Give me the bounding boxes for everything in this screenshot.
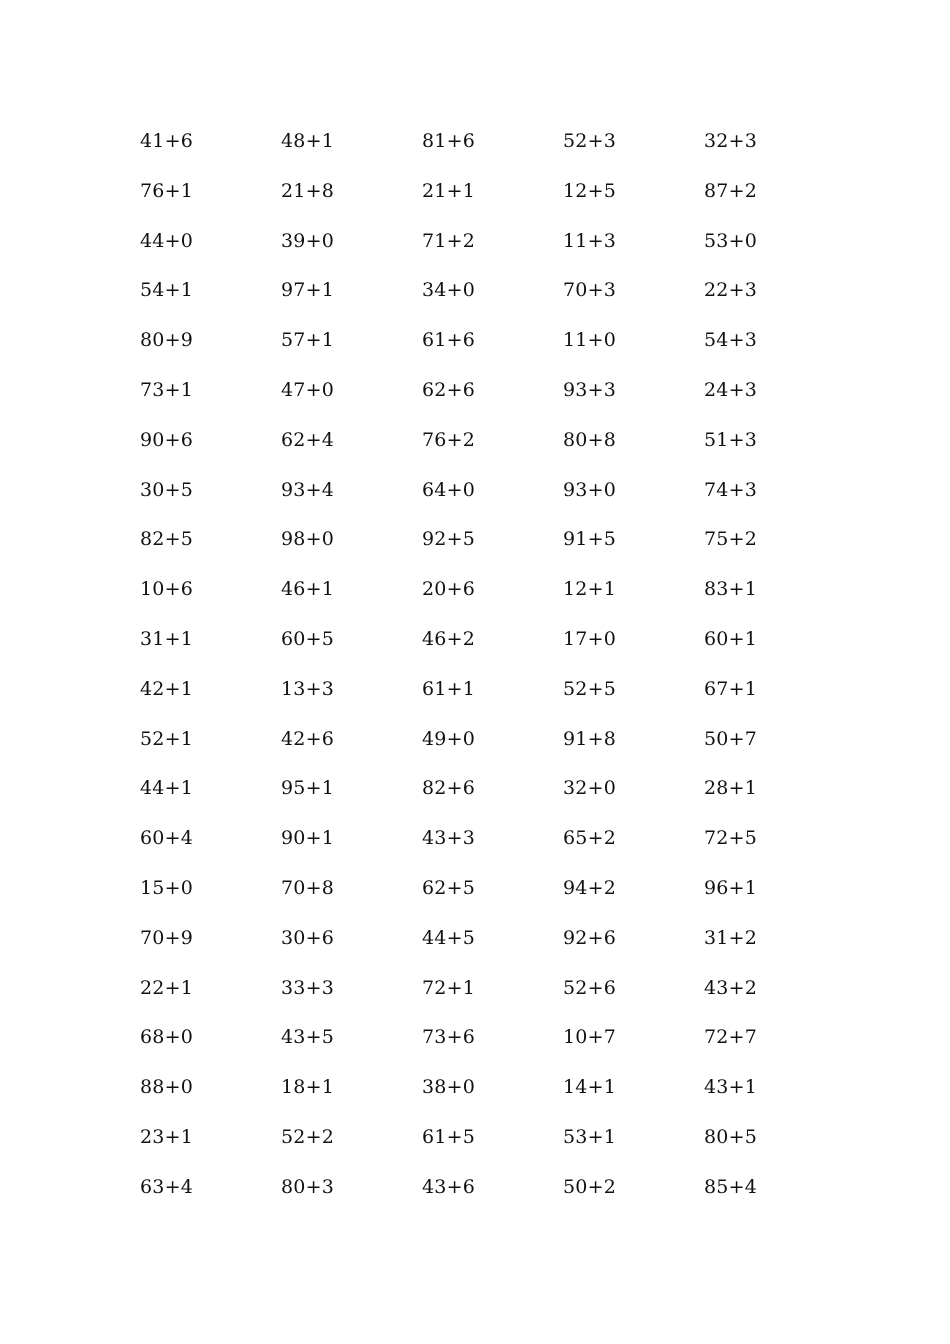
addition-problem: 60+1 <box>704 627 757 650</box>
addition-problem: 43+2 <box>704 976 757 999</box>
addition-problem: 72+1 <box>422 976 475 999</box>
addition-problem: 39+0 <box>281 229 334 252</box>
addition-problem: 67+1 <box>704 677 757 700</box>
problem-row <box>140 670 860 720</box>
addition-problem: 17+0 <box>563 627 616 650</box>
addition-problem: 92+5 <box>422 528 475 551</box>
addition-problem: 44+5 <box>422 926 475 949</box>
addition-problem: 22+3 <box>704 279 757 302</box>
addition-problem: 95+1 <box>281 777 334 800</box>
problem-row <box>140 1068 860 1118</box>
addition-problem: 30+6 <box>281 926 334 949</box>
addition-problem: 30+5 <box>140 478 193 501</box>
addition-problem: 34+0 <box>422 279 475 302</box>
addition-problem: 76+1 <box>140 179 193 202</box>
addition-problem: 53+1 <box>563 1125 616 1148</box>
addition-problem: 91+8 <box>563 727 616 750</box>
problem-row <box>140 570 860 620</box>
addition-problem: 52+6 <box>563 976 616 999</box>
problem-row <box>140 819 860 869</box>
addition-problem: 83+1 <box>704 578 757 601</box>
addition-problem: 43+1 <box>704 1076 757 1099</box>
addition-problem: 85+4 <box>704 1175 757 1198</box>
addition-problem: 33+3 <box>281 976 334 999</box>
problem-row <box>140 1018 860 1068</box>
addition-problem: 44+0 <box>140 229 193 252</box>
addition-problem: 10+7 <box>563 1026 616 1049</box>
addition-problem: 20+6 <box>422 578 475 601</box>
problem-row <box>140 222 860 272</box>
addition-problem: 76+2 <box>422 428 475 451</box>
addition-problem: 44+1 <box>140 777 193 800</box>
addition-problem: 71+2 <box>422 229 475 252</box>
addition-problem: 43+6 <box>422 1175 475 1198</box>
addition-problem: 63+4 <box>140 1175 193 1198</box>
addition-problem: 52+3 <box>563 130 616 152</box>
addition-problem: 64+0 <box>422 478 475 501</box>
addition-problem: 90+6 <box>140 428 193 451</box>
addition-problem: 74+3 <box>704 478 757 501</box>
addition-problem: 11+0 <box>563 329 616 352</box>
addition-problem: 52+5 <box>563 677 616 700</box>
addition-problem: 22+1 <box>140 976 193 999</box>
addition-problem: 50+2 <box>563 1175 616 1198</box>
addition-problem: 62+6 <box>422 378 475 401</box>
addition-problem: 28+1 <box>704 777 757 800</box>
addition-problem: 23+1 <box>140 1125 193 1148</box>
addition-problem: 62+4 <box>281 428 334 451</box>
addition-problem: 43+3 <box>422 827 475 850</box>
addition-problem: 80+9 <box>140 329 193 352</box>
addition-problem: 60+5 <box>281 627 334 650</box>
addition-problem: 46+1 <box>281 578 334 601</box>
problem-row <box>140 271 860 321</box>
addition-problem: 61+5 <box>422 1125 475 1148</box>
addition-problem: 93+0 <box>563 478 616 501</box>
addition-problem: 53+0 <box>704 229 757 252</box>
problem-row <box>140 769 860 819</box>
addition-problem: 61+1 <box>422 677 475 700</box>
addition-problem: 13+3 <box>281 677 334 700</box>
addition-problem: 70+8 <box>281 876 334 899</box>
addition-problem: 91+5 <box>563 528 616 551</box>
addition-problem: 42+6 <box>281 727 334 750</box>
addition-problem: 54+3 <box>704 329 757 352</box>
addition-problem: 88+0 <box>140 1076 193 1099</box>
addition-problem: 80+5 <box>704 1125 757 1148</box>
addition-problem: 72+7 <box>704 1026 757 1049</box>
addition-problem: 42+1 <box>140 677 193 700</box>
problem-row <box>140 919 860 969</box>
problem-row <box>140 371 860 421</box>
addition-problem: 31+1 <box>140 627 193 650</box>
addition-problem: 52+2 <box>281 1125 334 1148</box>
problem-row <box>140 471 860 521</box>
addition-problem: 62+5 <box>422 876 475 899</box>
addition-problem: 90+1 <box>281 827 334 850</box>
addition-problem: 46+2 <box>422 627 475 650</box>
addition-problem: 12+5 <box>563 179 616 202</box>
addition-problem: 98+0 <box>281 528 334 551</box>
addition-problem: 60+4 <box>140 827 193 850</box>
addition-problem: 70+3 <box>563 279 616 302</box>
addition-problem: 41+6 <box>140 130 193 152</box>
addition-problem: 14+1 <box>563 1076 616 1099</box>
addition-problem: 73+1 <box>140 378 193 401</box>
addition-problem: 92+6 <box>563 926 616 949</box>
problem-row <box>140 869 860 919</box>
addition-problem: 73+6 <box>422 1026 475 1049</box>
problem-row <box>140 520 860 570</box>
addition-problem: 96+1 <box>704 876 757 899</box>
addition-problem: 82+6 <box>422 777 475 800</box>
addition-problem: 81+6 <box>422 130 475 152</box>
addition-problem: 57+1 <box>281 329 334 352</box>
addition-problem: 48+1 <box>281 130 334 152</box>
addition-problem: 18+1 <box>281 1076 334 1099</box>
addition-problem: 21+8 <box>281 179 334 202</box>
addition-problem: 50+7 <box>704 727 757 750</box>
addition-problem: 15+0 <box>140 876 193 899</box>
addition-problem: 80+8 <box>563 428 616 451</box>
addition-problem: 72+5 <box>704 827 757 850</box>
addition-problem: 11+3 <box>563 229 616 252</box>
addition-problem: 93+3 <box>563 378 616 401</box>
addition-problem: 51+3 <box>704 428 757 451</box>
addition-problem: 38+0 <box>422 1076 475 1099</box>
arithmetic-worksheet <box>140 122 860 1218</box>
problem-row <box>140 122 860 172</box>
problem-row <box>140 969 860 1019</box>
addition-problem: 32+0 <box>563 777 616 800</box>
addition-problem: 32+3 <box>704 130 757 152</box>
problem-row <box>140 720 860 770</box>
problem-row <box>140 321 860 371</box>
problem-row <box>140 1168 860 1218</box>
addition-problem: 75+2 <box>704 528 757 551</box>
addition-problem: 65+2 <box>563 827 616 850</box>
addition-problem: 52+1 <box>140 727 193 750</box>
addition-problem: 24+3 <box>704 378 757 401</box>
addition-problem: 93+4 <box>281 478 334 501</box>
addition-problem: 49+0 <box>422 727 475 750</box>
addition-problem: 31+2 <box>704 926 757 949</box>
problem-row <box>140 620 860 670</box>
addition-problem: 87+2 <box>704 179 757 202</box>
addition-problem: 80+3 <box>281 1175 334 1198</box>
addition-problem: 21+1 <box>422 179 475 202</box>
addition-problem: 43+5 <box>281 1026 334 1049</box>
addition-problem: 68+0 <box>140 1026 193 1049</box>
addition-problem: 82+5 <box>140 528 193 551</box>
addition-problem: 70+9 <box>140 926 193 949</box>
addition-problem: 47+0 <box>281 378 334 401</box>
addition-problem: 10+6 <box>140 578 193 601</box>
addition-problem: 94+2 <box>563 876 616 899</box>
problem-row <box>140 172 860 222</box>
addition-problem: 54+1 <box>140 279 193 302</box>
problem-row <box>140 1118 860 1168</box>
addition-problem: 61+6 <box>422 329 475 352</box>
addition-problem: 12+1 <box>563 578 616 601</box>
addition-problem: 97+1 <box>281 279 334 302</box>
problem-row <box>140 421 860 471</box>
